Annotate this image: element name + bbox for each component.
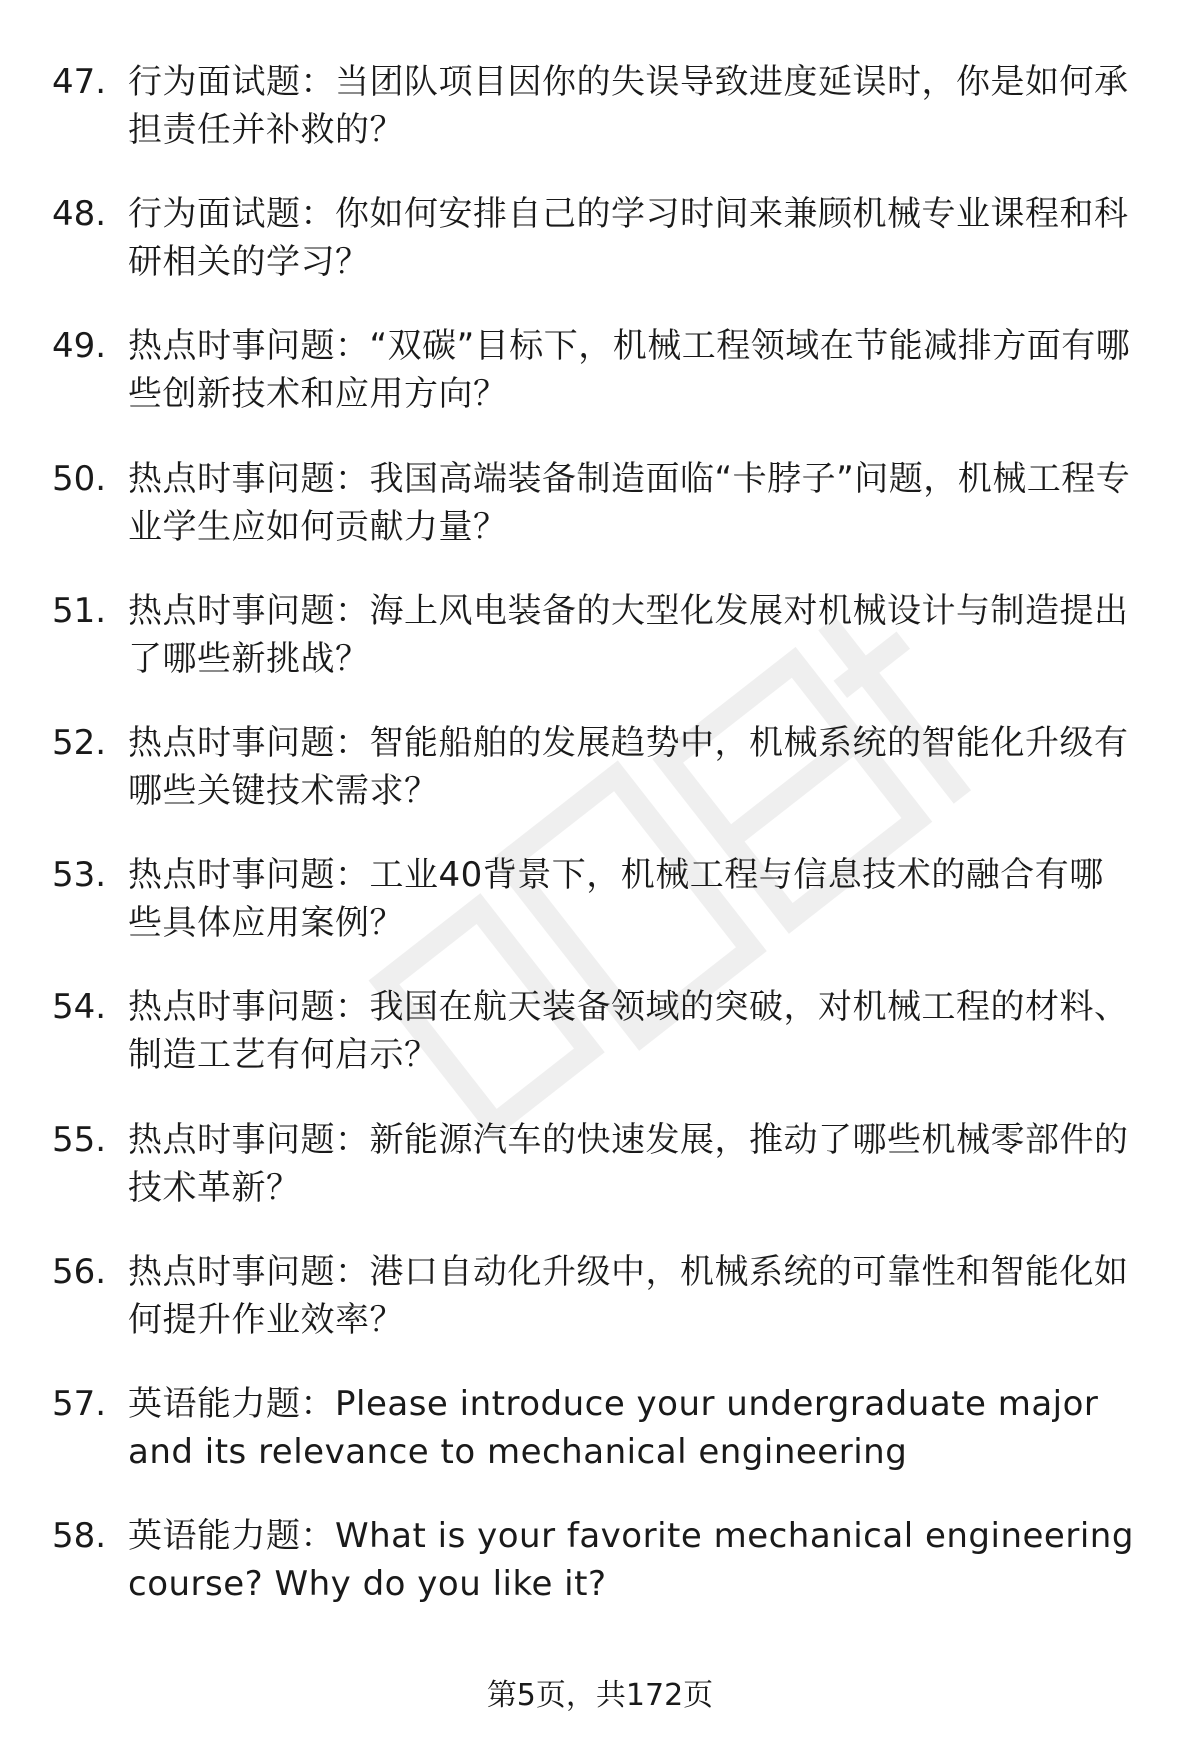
question-item-50 — [0, 455, 1200, 587]
question-text: 热点时事问题：港口自动化升级中，机械系统的可靠性和智能化如何提升作业效率？ — [128, 1251, 1129, 1340]
question-number: 54. — [52, 987, 107, 1028]
page-number-footer: 第5页，共172页 — [486, 1678, 714, 1713]
question-text: 热点时事问题：工业40背景下，机械工程与信息技术的融合有哪些具体应用案例？ — [128, 855, 1104, 944]
question-item-48 — [0, 190, 1200, 322]
question-number: 51. — [52, 590, 107, 631]
question-number: 57. — [52, 1383, 107, 1424]
question-number: 48. — [52, 194, 107, 235]
question-item-47 — [0, 58, 1200, 190]
question-item-55 — [0, 1116, 1200, 1248]
question-number: 56. — [52, 1251, 107, 1292]
question-text: 热点时事问题：“双碳”目标下，机械工程领域在节能减排方面有哪些创新技术和应用方向？ — [128, 326, 1131, 415]
question-number: 52. — [52, 722, 107, 763]
question-text: 热点时事问题：海上风电装备的大型化发展对机械设计与制造提出了哪些新挑战？ — [128, 590, 1129, 679]
question-list — [0, 58, 1200, 1644]
question-number: 50. — [52, 458, 107, 499]
question-number: 47. — [52, 62, 107, 102]
question-text: 行为面试题：当团队项目因你的失误导致进度延误时，你是如何承担责任并补救的？ — [128, 62, 1129, 150]
question-item-56 — [0, 1248, 1200, 1380]
question-number: 55. — [52, 1119, 107, 1160]
question-item-58 — [0, 1512, 1200, 1644]
question-item-49 — [0, 322, 1200, 454]
question-text: 英语能力题：What is your favorite mechanical engineering course? Why do you like it? — [128, 1516, 1134, 1605]
question-item-53 — [0, 851, 1200, 983]
question-text: 热点时事问题：我国高端装备制造面临“卡脖子”问题，机械工程专业学生应如何贡献力量？ — [128, 458, 1131, 547]
question-item-54 — [0, 983, 1200, 1115]
question-item-51 — [0, 587, 1200, 719]
question-number: 58. — [52, 1516, 107, 1557]
question-number: 49. — [52, 326, 107, 367]
question-text: 热点时事问题：新能源汽车的快速发展，推动了哪些机械零部件的技术革新？ — [128, 1119, 1129, 1208]
question-item-57 — [0, 1380, 1200, 1512]
question-text: 热点时事问题：我国在航天装备领域的突破，对机械工程的材料、制造工艺有何启示？ — [128, 987, 1129, 1076]
question-text: 行为面试题：你如何安排自己的学习时间来兼顾机械专业课程和科研相关的学习？ — [128, 194, 1129, 283]
question-text: 热点时事问题：智能船舶的发展趋势中，机械系统的智能化升级有哪些关键技术需求？ — [128, 722, 1129, 811]
question-number: 53. — [52, 855, 107, 896]
question-item-52 — [0, 719, 1200, 851]
question-text: 英语能力题：Please introduce your undergraduate major and its relevance to mechanical engineering — [128, 1383, 1099, 1472]
